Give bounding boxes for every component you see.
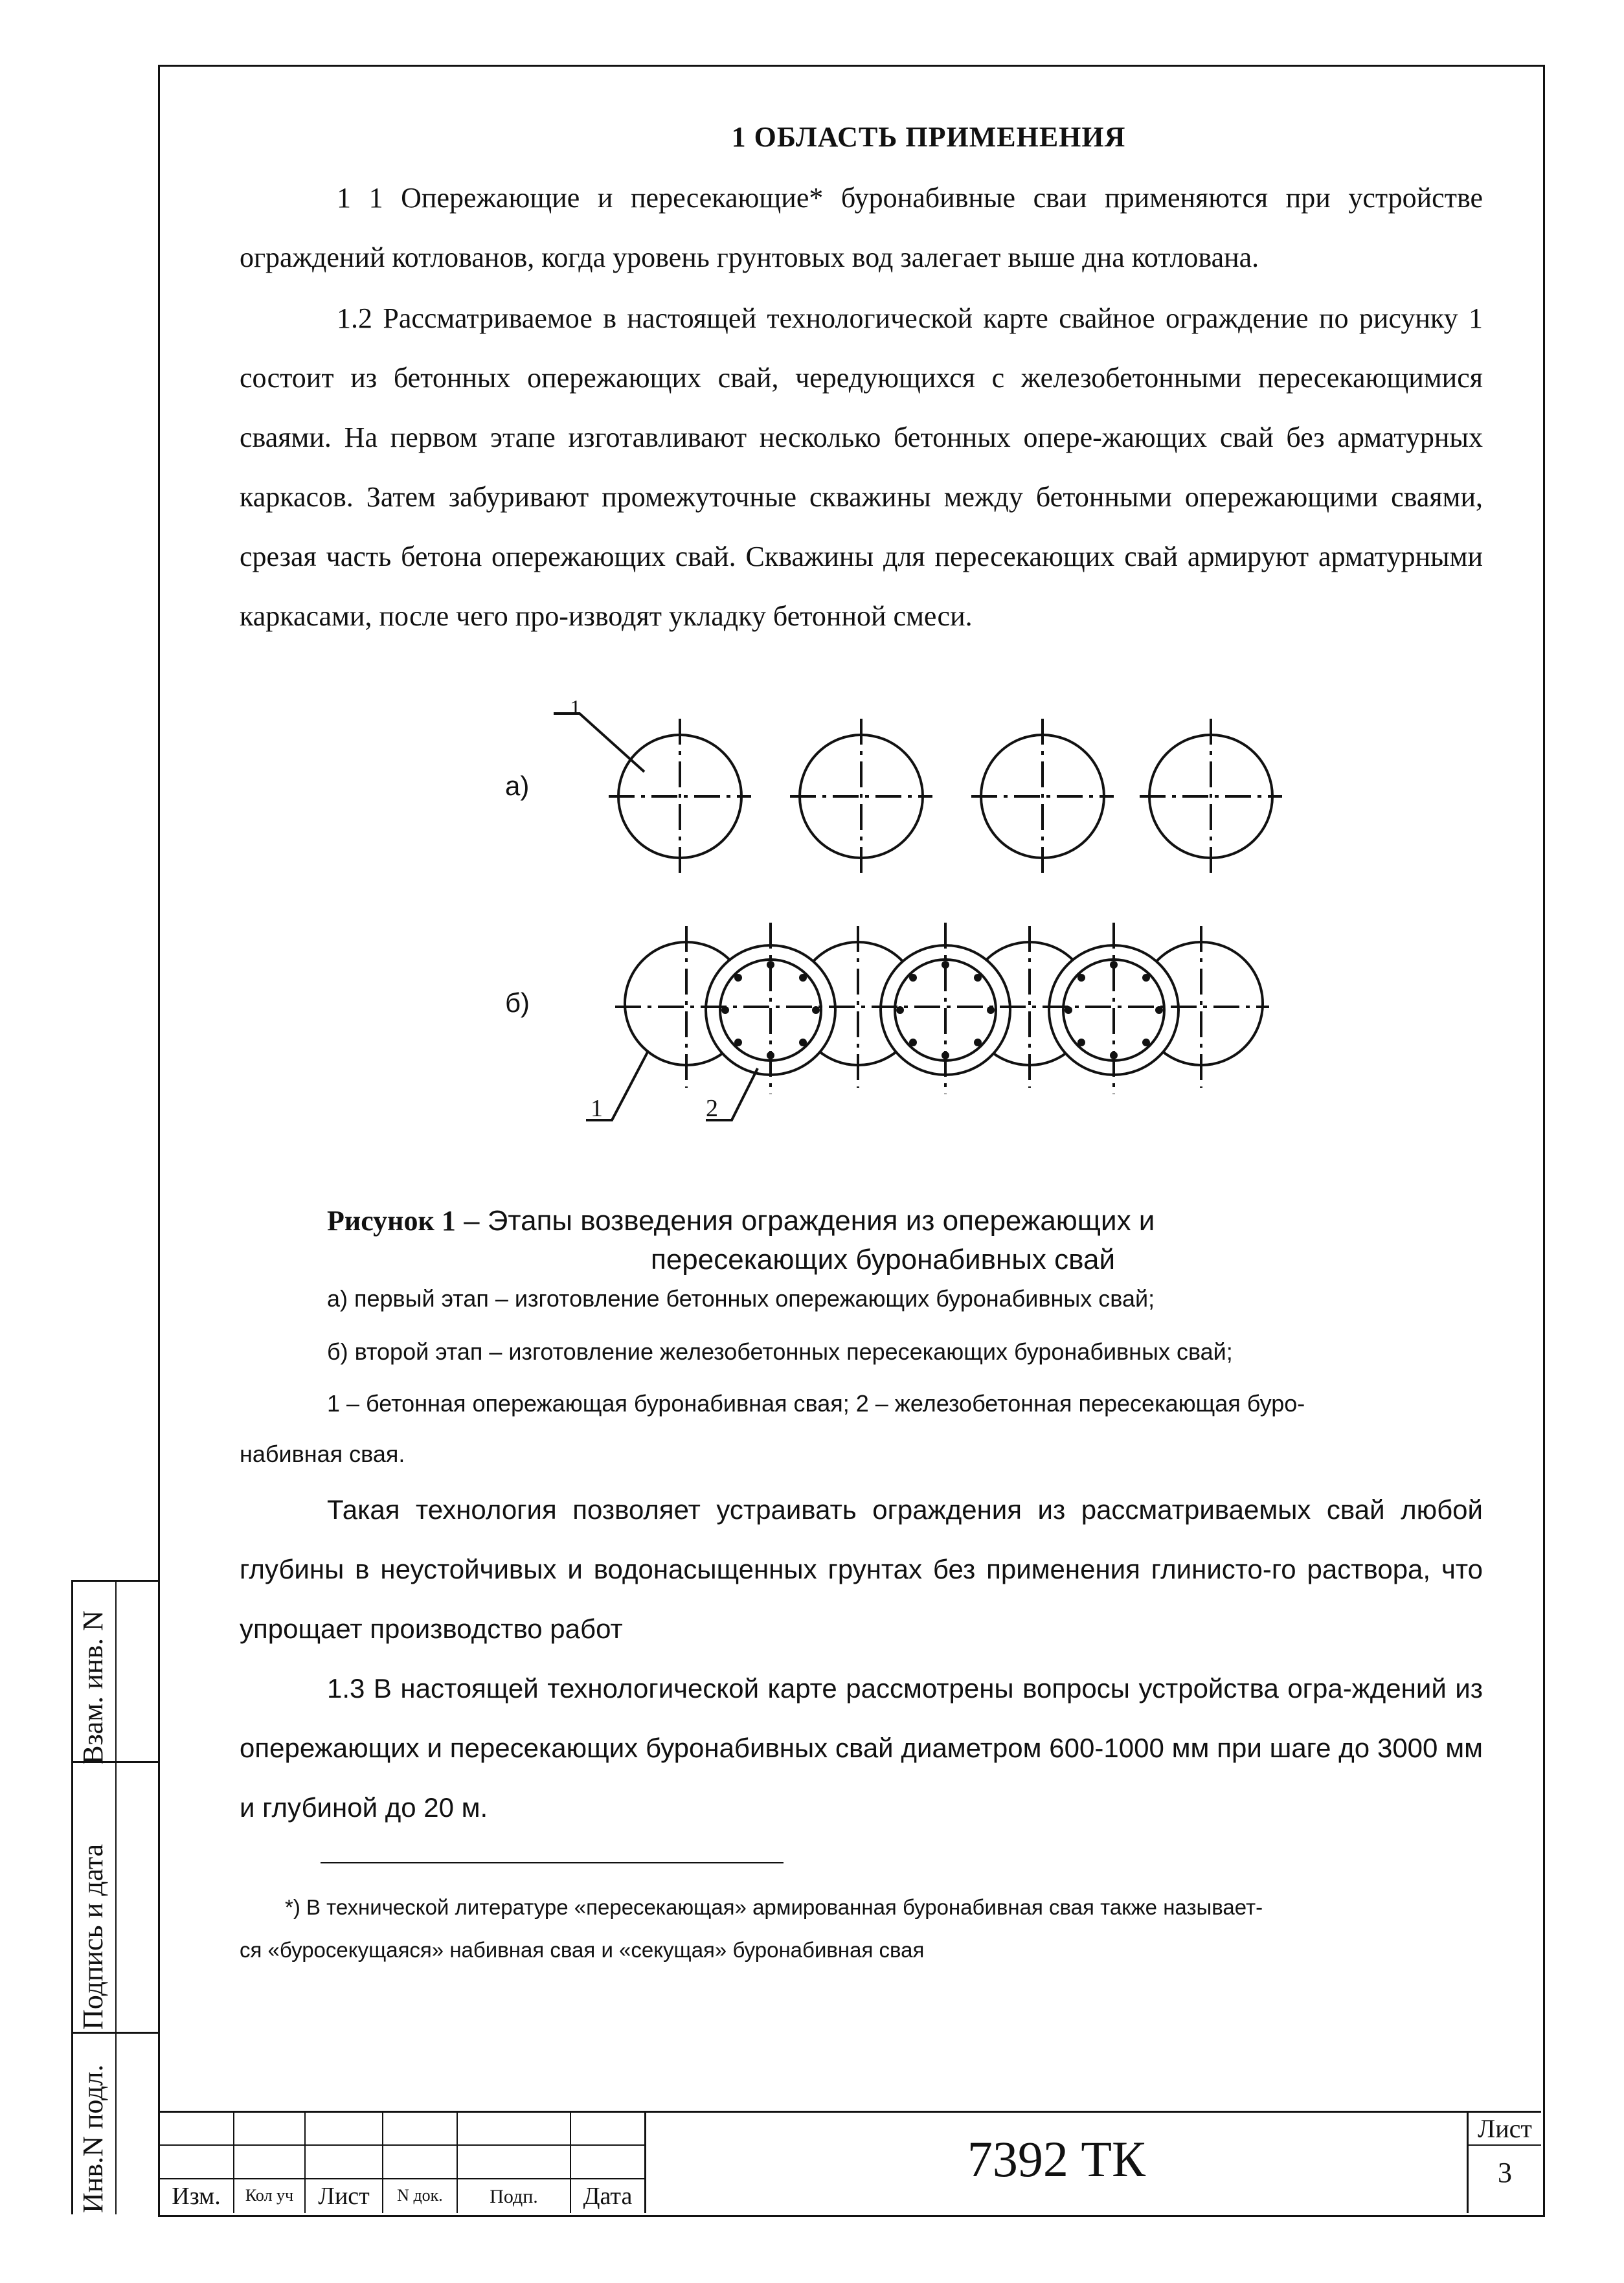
caption-legend-line2: набивная свая.: [240, 1441, 405, 1467]
paragraph-1-1: 1 1 Опережающие и пересекающие* буронабивные сваи применяются при устройстве ограждений котлованов, когда уровень грунтовых вод залегает выше дна котлована.: [240, 182, 1483, 273]
tb-col-podp: Подп.: [490, 2186, 538, 2207]
pile-a-2: [790, 719, 932, 874]
pile-a-4: [1140, 719, 1282, 874]
paragraph-technology: Такая технология позволяет устраивать ограждения из рассматриваемых свай любой глубины в неустойчивых и водонасыщенных грунтах без применения глинисто-го раствора, что упрощает производство работ: [240, 1494, 1483, 1644]
figure-label-a: а): [505, 770, 530, 801]
figure-caption-title: [327, 1202, 1155, 1241]
figure-caption-title-line1: – Этапы возведения ограждения из опережающих и: [455, 1205, 1155, 1237]
pile-a-3: [971, 719, 1114, 874]
side-stamp-border: [71, 1580, 73, 2214]
footnote-line2: ся «буросекущаяся» набивная свая и «секущая» буронабивная свая: [240, 1938, 925, 1962]
tb-col-kol-uch: Кол уч: [245, 2186, 294, 2205]
side-label-podpis-data: Подпись и дата: [77, 1843, 109, 2030]
caption-legend-line1: 1 – бетонная опережающая буронабивная свая; 2 – железобетонная пересекающая буро-: [327, 1390, 1305, 1417]
side-stamp-inner-line: [115, 1580, 117, 2214]
paragraph-1-2: 1.2 Рассматриваемое в настоящей технологической карте свайное ограждение по рисунку 1 состоит из бетонных опережающих свай, чередующихся с железобетонными пересекающимися сваями. На первом этапе изготавливают несколько бетонных опере-жающих свай без арматурных каркасов. Затем забуривают промежуточные скважины между бетонными опережающими сваями, срезая часть бетона опережающих свай. Скважины для пересекающих свай армируют арматурными каркасами, после чего про-изводят укладку бетонной смеси.: [240, 302, 1483, 632]
tb-col-izm: Изм.: [172, 2183, 221, 2210]
sheet-label: Лист: [1478, 2114, 1532, 2143]
callout-2: 2: [706, 1095, 718, 1122]
document-code: 7392 ТК: [967, 2131, 1146, 2187]
side-stamp-line-2: [71, 2032, 158, 2034]
caption-item-b: б) второй этап – изготовление железобетонных пересекающих буронабивных свай;: [327, 1338, 1233, 1365]
callout-1-bottom: 1: [591, 1095, 603, 1122]
figure-1-drawing: [453, 699, 1295, 1153]
footnote-rule: [321, 1862, 784, 1863]
title-block-row-line-2: [158, 2178, 645, 2179]
side-stamp-line-top: [71, 1580, 158, 1582]
tb-col-data: Дата: [583, 2183, 633, 2210]
side-label-vzam-inv: Взам. инв. N: [77, 1610, 109, 1764]
callout-line-a: [554, 714, 644, 772]
title-block-sheet-line: [1467, 2144, 1541, 2146]
callout-1-top: 1: [570, 696, 581, 720]
tb-col-n-dok: N док.: [397, 2186, 443, 2205]
title-block-top-line: [158, 2111, 1541, 2113]
figure-caption-title-line2: пересекающих буронабивных свай: [651, 1244, 1116, 1276]
title-block-row-line-1: [158, 2144, 645, 2146]
section-heading: 1 ОБЛАСТЬ ПРИМЕНЕНИЯ: [731, 121, 1126, 153]
figure-caption-label: Рисунок 1: [327, 1205, 456, 1237]
side-label-inv-n-podl: Инв.N подл.: [77, 2064, 109, 2213]
tb-col-list: Лист: [318, 2183, 370, 2210]
paragraph-1-3: 1.3 В настоящей технологической карте рассмотрены вопросы устройства огра-ждений из опережающих и пересекающих буронабивных свай диаметром 600-1000 мм при шаге до 3000 мм и глубиной до 20 м.: [240, 1673, 1483, 1823]
sheet-number: 3: [1498, 2157, 1512, 2188]
pile-a-1: [609, 719, 751, 874]
footnote-line1: *) В технической литературе «пересекающая» армированная буронабивная свая также называет-: [285, 1895, 1263, 1919]
caption-item-a: а) первый этап – изготовление бетонных опережающих буронабивных свай;: [327, 1285, 1155, 1312]
figure-label-b: б): [505, 987, 530, 1018]
